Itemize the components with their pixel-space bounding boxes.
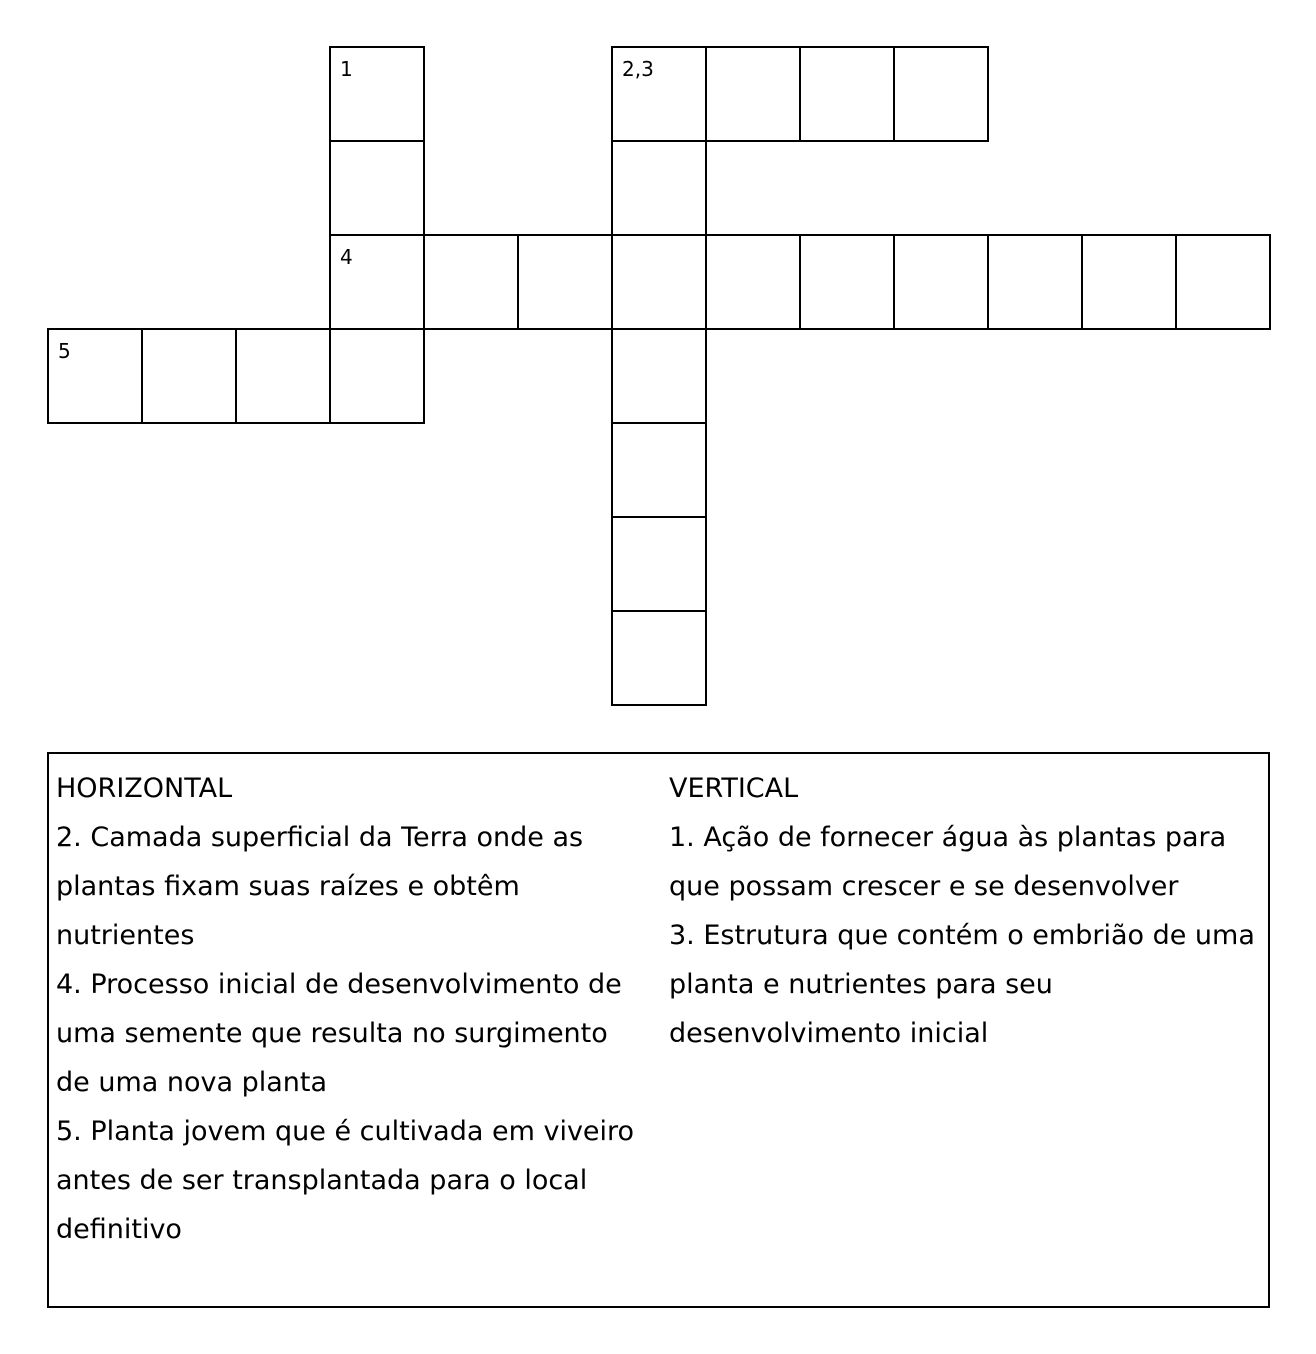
clue-number-label: 4 (340, 245, 353, 269)
horizontal-clue-4: 4. Processo inicial de desenvolvimento de uma semente que resulta no surgimento de uma nova planta (56, 969, 622, 1098)
grid-cell-r2-c7[interactable] (705, 234, 801, 330)
horizontal-heading: HORIZONTAL (56, 773, 233, 804)
clue-number-label: 2,3 (622, 57, 654, 81)
grid-cell-r3-c3[interactable] (329, 328, 425, 424)
grid-cell-r4-c6[interactable] (611, 422, 707, 518)
grid-cell-r1-c6[interactable] (611, 140, 707, 236)
grid-cell-r2-c12[interactable] (1175, 234, 1271, 330)
grid-cell-r5-c6[interactable] (611, 516, 707, 612)
grid-cell-r2-c10[interactable] (987, 234, 1083, 330)
grid-cell-r0-c3[interactable] (329, 46, 425, 142)
clue-number-label: 5 (58, 339, 71, 363)
grid-cell-r2-c8[interactable] (799, 234, 895, 330)
grid-cell-r2-c3[interactable] (329, 234, 425, 330)
grid-cell-r0-c6[interactable] (611, 46, 707, 142)
grid-cell-r0-c7[interactable] (705, 46, 801, 142)
horizontal-clue-2: 2. Camada superficial da Terra onde as plantas fixam suas raízes e obtêm nutrientes (56, 822, 584, 951)
clues-panel (47, 752, 1270, 1308)
clue-number-label: 1 (340, 57, 353, 81)
grid-cell-r2-c5[interactable] (517, 234, 613, 330)
grid-cell-r2-c6[interactable] (611, 234, 707, 330)
grid-cell-r2-c9[interactable] (893, 234, 989, 330)
grid-cell-r0-c9[interactable] (893, 46, 989, 142)
grid-cell-r3-c0[interactable] (47, 328, 143, 424)
grid-cell-r2-c11[interactable] (1081, 234, 1177, 330)
vertical-heading: VERTICAL (669, 773, 799, 804)
grid-cell-r2-c4[interactable] (423, 234, 519, 330)
vertical-clues (669, 764, 1259, 1058)
vertical-clue-1: 1. Ação de fornecer água às plantas para que possam crescer e se desenvolver (669, 822, 1227, 902)
grid-cell-r1-c3[interactable] (329, 140, 425, 236)
grid-cell-r6-c6[interactable] (611, 610, 707, 706)
horizontal-clues (56, 764, 641, 1254)
horizontal-clue-5: 5. Planta jovem que é cultivada em viveiro antes de ser transplantada para o local definitivo (56, 1116, 635, 1245)
grid-cell-r0-c8[interactable] (799, 46, 895, 142)
grid-cell-r3-c1[interactable] (141, 328, 237, 424)
vertical-clue-3: 3. Estrutura que contém o embrião de uma planta e nutrientes para seu desenvolvimento inicial (669, 920, 1255, 1049)
grid-cell-r3-c2[interactable] (235, 328, 331, 424)
grid-cell-r3-c6[interactable] (611, 328, 707, 424)
